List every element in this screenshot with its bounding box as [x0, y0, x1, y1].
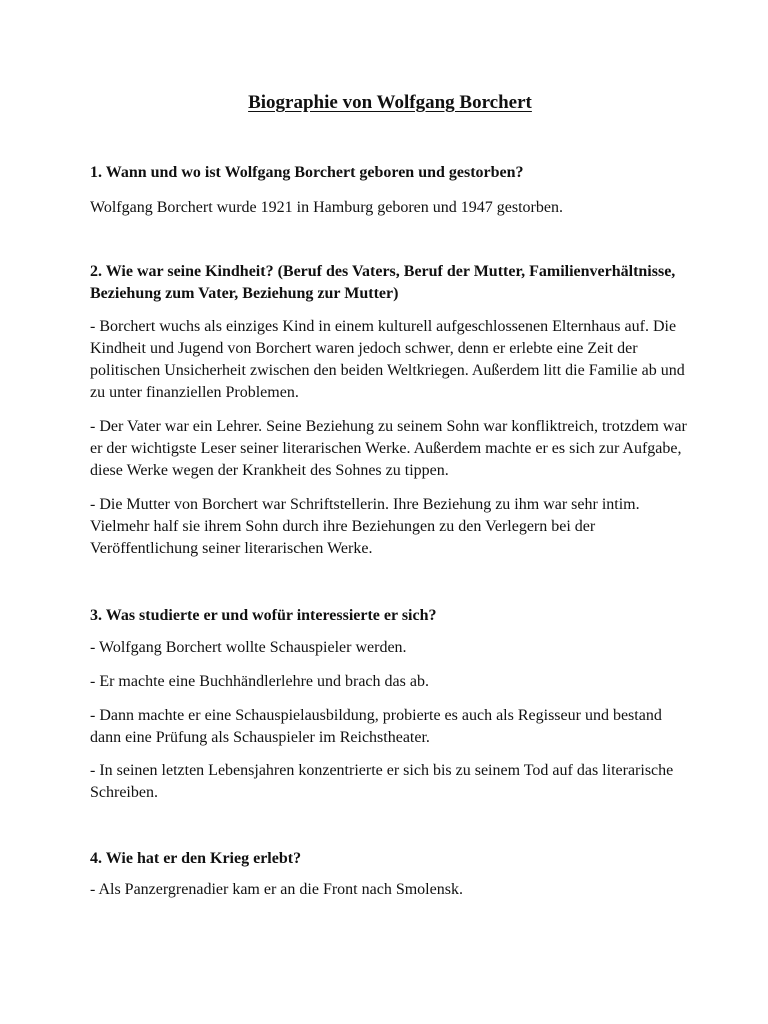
answer-1-paragraph-1: Wolfgang Borchert wurde 1921 in Hamburg geboren und 1947 gestorben.	[90, 199, 563, 216]
question-3: 3. Was studierte er und wofür interessierte er sich?	[90, 607, 437, 624]
answer-3-paragraph-1: - Wolfgang Borchert wollte Schauspieler werden.	[90, 639, 407, 656]
page-title: Biographie von Wolfgang Borchert	[248, 92, 532, 113]
question-2: 2. Wie war seine Kindheit? (Beruf des Vaters, Beruf der Mutter, Familienverhältnisse, Beziehung zum Vater, Beziehung zur Mutter)	[90, 263, 676, 302]
answer-2-paragraph-3: - Die Mutter von Borchert war Schriftstellerin. Ihre Beziehung zu ihm war sehr intim. Vielmehr half sie ihrem Sohn durch ihre Beziehungen zu den Verlegern bei der Veröffentlichung seiner literarischen Werke.	[90, 496, 640, 557]
answer-3-paragraph-4: - In seinen letzten Lebensjahren konzentrierte er sich bis zu seinem Tod auf das literarische Schreiben.	[90, 762, 674, 801]
question-4: 4. Wie hat er den Krieg erlebt?	[90, 850, 302, 867]
question-1: 1. Wann und wo ist Wolfgang Borchert geboren und gestorben?	[90, 164, 524, 181]
answer-3-paragraph-3: - Dann machte er eine Schauspielausbildung, probierte es auch als Regisseur und bestand dann eine Prüfung als Schauspieler im Reichstheater.	[90, 707, 662, 746]
answer-3-paragraph-2: - Er machte eine Buchhändlerlehre und brach das ab.	[90, 673, 429, 690]
answer-4-paragraph-1: - Als Panzergrenadier kam er an die Front nach Smolensk.	[90, 881, 463, 898]
answer-2-paragraph-1: - Borchert wuchs als einziges Kind in einem kulturell aufgeschlossenen Elternhaus auf. Die Kindheit und Jugend von Borchert waren jedoch schwer, denn er erlebte eine Zeit der politischen Unsicherheit zwischen den beiden Weltkriegen. Außerdem litt die Familie ab und zu unter finanziellen Problemen.	[90, 318, 685, 401]
answer-2-paragraph-2: - Der Vater war ein Lehrer. Seine Beziehung zu seinem Sohn war konfliktreich, trotzdem war er der wichtigste Leser seiner literarischen Werke. Außerdem machte er es sich zur Aufgabe, diese Werke wegen der Krankheit des Sohnes zu tippen.	[90, 418, 687, 479]
